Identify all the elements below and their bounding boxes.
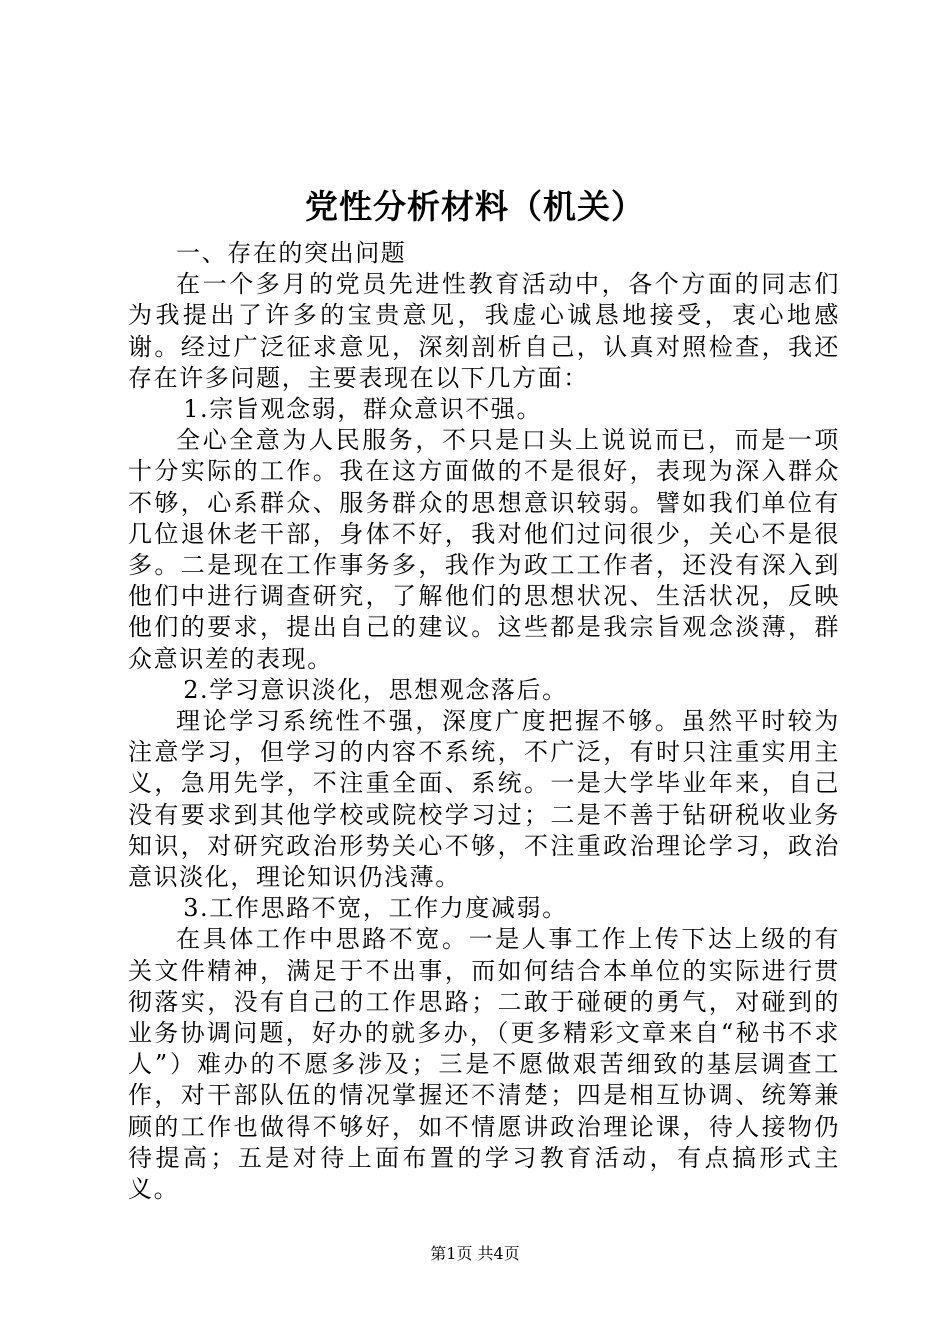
page-footer: 第1页 共4页 (430, 1244, 520, 1263)
paragraph: 理论学习系统性不强，深度广度把握不够。虽然平时较为注意学习，但学习的内容不系统，不广泛，有时只注重实用主义，急用先学，不注重全面、系统。一是大学毕业年来，自己没有要求到其他学校或院校学习过；二是不善于钻研税收业务知识，对研究政治形势关心不够，不注重政治理论学习，政治意识淡化，理论知识仍浅薄。 (128, 707, 840, 892)
section-heading: 一、存在的突出问题 (176, 239, 407, 267)
subsection-heading: 3.工作思路不宽，工作力度减弱。 (183, 894, 568, 923)
subsection-heading: 1.宗旨观念弱，群众意识不强。 (183, 395, 543, 424)
paragraph: 在一个多月的党员先进性教育活动中，各个方面的同志们为我提出了许多的宝贵意见，我虚心诚恳地接受，衷心地感谢。经过广泛征求意见，深刻剖析自己，认真对照检查，我还存在许多问题，主要表现在以下几方面： (128, 270, 840, 392)
document-title: 党性分析材料（机关） (305, 187, 645, 226)
paragraph: 全心全意为人民服务，不只是口头上说说而已，而是一项十分实际的工作。我在这方面做的不是很好，表现为深入群众不够，心系群众、服务群众的思想意识较弱。譬如我们单位有几位退休老干部，身体不好，我对他们过问很少，关心不是很多。二是现在工作事务多，我作为政工工作者，还没有深入到他们中进行调查研究，了解他们的思想状况、生活状况，反映他们的要求，提出自己的建议。这些都是我宗旨观念淡薄，群众意识差的表现。 (128, 426, 840, 673)
paragraph: 在具体工作中思路不宽。一是人事工作上传下达上级的有关文件精神，满足于不出事，而如何结合本单位的实际进行贯彻落实，没有自己的工作思路；二敢于碰硬的勇气，对碰到的业务协调问题，好办的就多办，（更多精彩文章来自“秘书不求人”）难办的不愿多涉及；三是不愿做艰苦细致的基层调查工作，对干部队伍的情况掌握还不清楚；四是相互协调、统筹兼顾的工作也做得不够好，如不情愿讲政治理论课，待人接物仍待提高；五是对待上面布置的学习教育活动，有点搞形式主义。 (128, 925, 840, 1204)
subsection-heading: 2.学习意识淡化，思想观念落后。 (183, 675, 568, 704)
document-body (128, 238, 840, 1205)
